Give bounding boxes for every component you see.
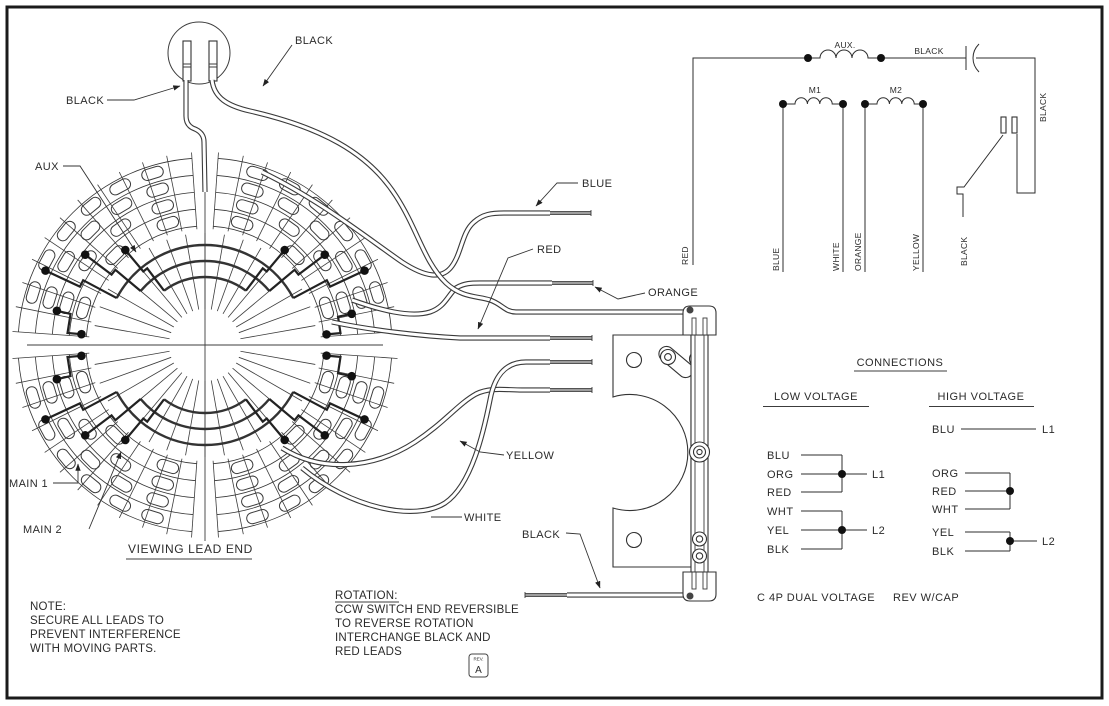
winding-terminal-dot (53, 375, 62, 384)
main2-label: MAIN 2 (23, 524, 63, 536)
schematic-black-right-label: BLACK (1038, 92, 1048, 122)
schematic-white-label: WHITE (831, 242, 841, 271)
junction-dot (861, 100, 869, 108)
low-l2-dot (838, 526, 846, 534)
high-l2-dot (1006, 537, 1014, 545)
model-designation: C 4P DUAL VOLTAGE (757, 592, 876, 604)
high-voltage-title: HIGH VOLTAGE (937, 391, 1025, 403)
cap-designation: REV W/CAP (893, 592, 960, 604)
junction-dot (919, 100, 927, 108)
bar-ring2-inner (696, 553, 702, 559)
high-row-blu: BLU (932, 424, 955, 436)
black-top-label: BLACK (295, 35, 334, 47)
note-line2: PREVENT INTERFERENCE (30, 629, 181, 641)
junction-dot (804, 54, 812, 62)
top-bolt (687, 307, 694, 314)
winding-terminal-dot (77, 330, 86, 339)
junction-dot (877, 54, 885, 62)
m2-coil-label: M2 (889, 85, 903, 95)
white-label: WHITE (464, 512, 502, 524)
junction-dot (839, 100, 847, 108)
low-row-wht: WHT (767, 506, 794, 518)
winding-terminal-dot (81, 431, 90, 440)
schematic-yellow-label: YELLOW (911, 233, 921, 271)
winding-terminal-dot (347, 372, 356, 381)
aux-label: AUX (35, 161, 59, 173)
blue-label: BLUE (582, 178, 613, 190)
rotation-line2: TO REVERSE ROTATION (335, 618, 474, 630)
winding-terminal-dot (360, 415, 369, 424)
low-voltage-title: LOW VOLTAGE (774, 391, 858, 403)
winding-terminal-dot (347, 310, 356, 319)
schematic-black-switch-label: BLACK (959, 236, 969, 266)
low-l2-label: L2 (872, 525, 886, 537)
rotation-line1: CCW SWITCH END REVERSIBLE (335, 604, 519, 616)
capacitor-terminal-left (183, 41, 191, 81)
bar-ring1-inner (696, 536, 702, 542)
rev-label: REV. (473, 656, 484, 662)
winding-terminal-dot (320, 250, 329, 259)
winding-terminal-dot (121, 436, 130, 445)
low-row-blk: BLK (767, 544, 790, 556)
low-row-org: ORG (767, 469, 794, 481)
low-row-yel: YEL (767, 525, 790, 537)
switch-contact-right (1012, 117, 1017, 133)
m1-coil-label: M1 (808, 85, 822, 95)
junction-dot (779, 100, 787, 108)
winding-terminal-dot (320, 431, 329, 440)
schematic-red-label: RED (680, 246, 690, 265)
bar-grommet-inner (697, 449, 702, 454)
main1-label: MAIN 1 (9, 478, 49, 490)
low-row-red: RED (767, 487, 792, 499)
winding-terminal-dot (322, 351, 331, 360)
low-l1-label: L1 (872, 469, 886, 481)
bottom-bolt (687, 593, 694, 600)
plate-hole-top (627, 353, 642, 368)
low-l1-dot (838, 470, 846, 478)
winding-terminal-dot (41, 415, 50, 424)
connections-title: CONNECTIONS (856, 357, 944, 369)
plate-hole-bottom (627, 533, 642, 548)
high-l2-label: L2 (1042, 536, 1056, 548)
winding-terminal-dot (121, 246, 130, 255)
high-l1-label: L1 (1042, 424, 1056, 436)
note-line3: WITH MOVING PARTS. (30, 643, 157, 655)
high-row-wht: WHT (932, 504, 959, 516)
schematic-orange-label: ORANGE (853, 232, 863, 271)
red-label: RED (537, 244, 562, 256)
orange-label: ORANGE (648, 287, 699, 299)
winding-terminal-dot (280, 436, 289, 445)
high-row-yel: YEL (932, 527, 955, 539)
rotation-title: ROTATION: (335, 590, 398, 602)
high-join-dot (1006, 487, 1014, 495)
schematic-blue-label: BLUE (771, 247, 781, 271)
schematic-black-cap-label: BLACK (914, 46, 944, 56)
low-row-blu: BLU (767, 450, 790, 462)
black-left-label: BLACK (66, 95, 105, 107)
winding-terminal-dot (53, 307, 62, 316)
note-title: NOTE: (30, 601, 67, 613)
winding-terminal-dot (360, 266, 369, 275)
revision-marker (469, 654, 488, 677)
aux-coil-label: AUX. (834, 40, 856, 50)
winding-terminal-dot (81, 250, 90, 259)
high-row-blk: BLK (932, 546, 955, 558)
black-lead-label: BLACK (522, 529, 561, 541)
capacitor-terminal-right (209, 41, 217, 81)
high-row-org: ORG (932, 468, 959, 480)
winding-terminal-dot (280, 246, 289, 255)
rev-value: A (475, 665, 482, 676)
lever-pivot-inner (665, 354, 672, 361)
winding-terminal-dot (322, 330, 331, 339)
rotation-line4: RED LEADS (335, 646, 402, 658)
switch-contact-left (1001, 117, 1006, 133)
yellow-label: YELLOW (506, 450, 555, 462)
viewing-lead-end-caption: VIEWING LEAD END (128, 542, 253, 556)
high-row-red: RED (932, 486, 957, 498)
rotation-line3: INTERCHANGE BLACK AND (335, 632, 491, 644)
winding-terminal-dot (41, 266, 50, 275)
note-line1: SECURE ALL LEADS TO (30, 615, 164, 627)
winding-terminal-dot (77, 352, 86, 361)
